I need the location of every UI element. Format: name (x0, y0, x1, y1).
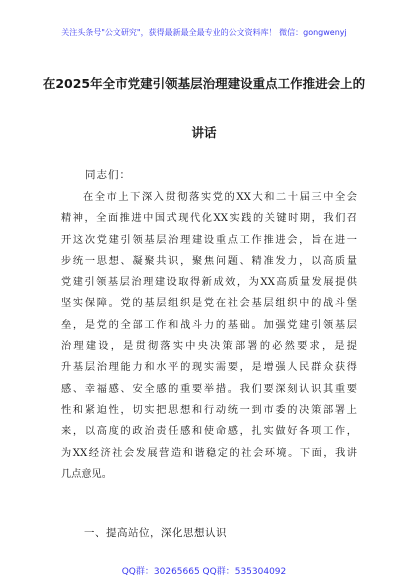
body-line: 精神，全面推进中国式现代化XX实践的关键时期，我们召 (61, 213, 357, 225)
body-paragraph (61, 187, 357, 485)
body-line: 升基层治理能力和水平的现实需要，是增强人民群众获得 (61, 362, 357, 374)
body-line: 党建引领基层治理建设取得新成效，为XX高质量发展提供 (61, 277, 357, 289)
document-title: 在2025年全市党建引领基层治理建设重点工作推进会上的 (42, 76, 366, 91)
body-line: 感、幸福感、安全感的重要举措。我们要深刻认识其重要 (61, 383, 357, 395)
footer-qq-groups: QQ群：30265665 QQ群：535304092 (121, 567, 287, 577)
body-line: 为XX经济社会发展营造和谐稳定的社会环境。下面，我讲 (61, 447, 357, 459)
greeting: 同志们： (85, 169, 131, 181)
document-subtitle: 讲话 (191, 125, 217, 140)
body-line: 坚实保障。党的基层组织是党在社会基层组织中的战斗堡 (61, 298, 357, 310)
body-line: 步统一思想、凝聚共识，聚焦问题、精准发力，以高质量 (61, 255, 357, 267)
body-line: 来，以高度的政治责任感和使命感，扎实做好各项工作， (61, 426, 357, 438)
body-line: 开这次党建引领基层治理建设重点工作推进会，旨在进一 (61, 234, 357, 246)
body-line: 性和紧迫性，切实把思想和行动统一到市委的决策部署上 (61, 404, 357, 416)
header-promo-text: 关注头条号"公文研究"，获得最新最全最专业的公文资料库！ 微信：gongwenyj (61, 28, 347, 37)
body-line: 治理建设，是贯彻落实中央决策部署的必然要求，是提 (61, 341, 357, 353)
body-line: 在全市上下深入贯彻落实党的XX大和二十届三中全会 (83, 192, 357, 203)
section-heading: 一、提高站位，深化思想认识 (84, 527, 227, 539)
body-line: 几点意见。 (61, 468, 112, 480)
body-line: 垒，是党的全部工作和战斗力的基础。加强党建引领基层 (61, 319, 357, 331)
